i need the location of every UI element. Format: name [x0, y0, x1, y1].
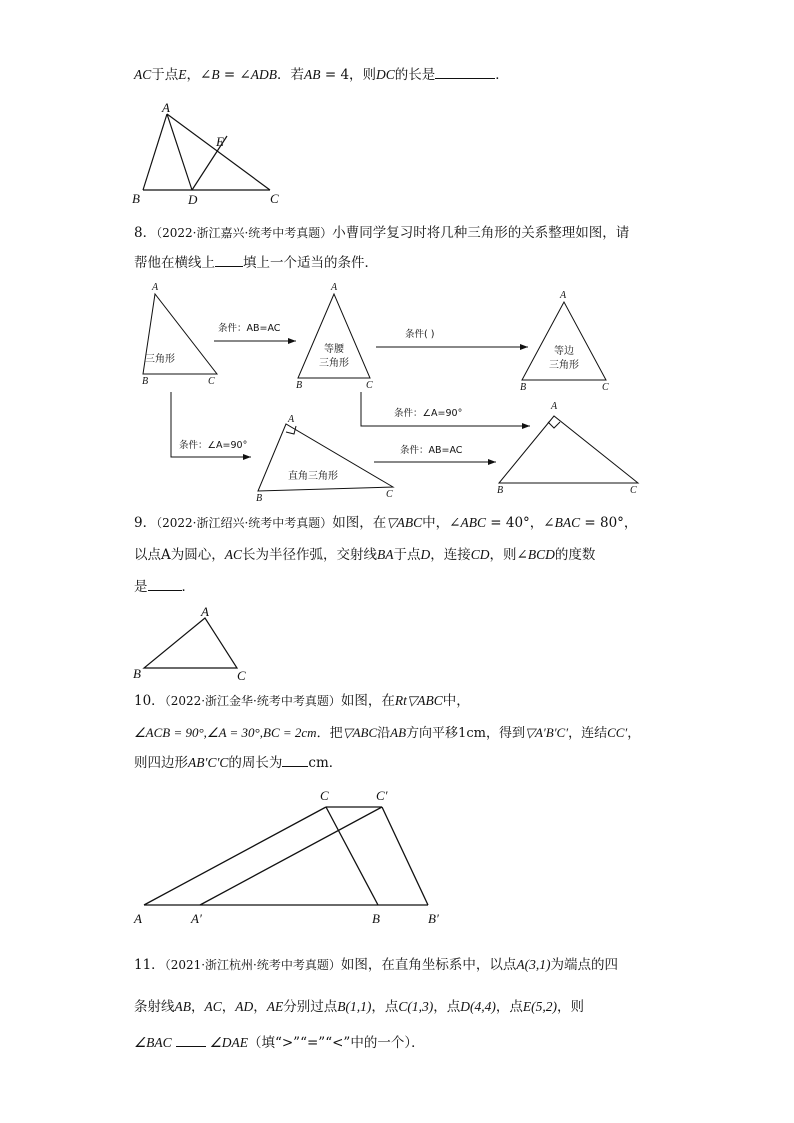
question-text: ，则	[557, 999, 585, 1015]
question-text: 则四边形	[134, 755, 188, 771]
q7-segment-ac	[167, 114, 270, 190]
q10-segment-ac	[144, 807, 326, 905]
math-triangle: ▽A′B′C′	[524, 725, 569, 740]
q8-label-c: C	[366, 380, 373, 391]
q8-label-c: C	[630, 485, 637, 496]
question-text: 方向平移	[406, 726, 459, 741]
math-point: D(4,4)	[460, 999, 496, 1014]
q10-segment-a-prime-c-prime	[200, 807, 382, 905]
answer-blank[interactable]	[282, 754, 308, 767]
math-ray: BA	[377, 547, 394, 562]
q8-label-c: C	[602, 382, 609, 393]
answer-blank[interactable]	[435, 66, 495, 79]
question-text: cm．	[308, 755, 343, 771]
question-text: ，点	[433, 999, 461, 1015]
q7-text: 于点	[151, 67, 179, 83]
q8-label-b: B	[497, 485, 504, 496]
question-text: ．	[181, 579, 195, 595]
question-text: 中，	[442, 693, 470, 709]
arrow-head-icon	[243, 454, 251, 460]
math-angle: BCD	[527, 547, 555, 562]
question-text: 如图，在	[332, 515, 387, 531]
q9-line-2	[134, 546, 595, 564]
question-source: （2022·浙江嘉兴·统考中考真题）	[156, 226, 333, 240]
q7-label-e: E	[216, 134, 224, 149]
answer-blank[interactable]	[148, 578, 182, 591]
question-text: ，则∠	[489, 547, 528, 563]
question-text: ，连结	[568, 726, 608, 741]
math-distance: 1cm	[458, 726, 486, 741]
q7-text: ．	[495, 67, 509, 83]
q7-dc: DC	[376, 67, 395, 82]
q7-figure	[130, 100, 290, 210]
q8-label-a: A	[288, 414, 295, 425]
q10-label-b-prime: B′	[428, 911, 439, 926]
q8-label-c: C	[386, 489, 393, 500]
question-number: 9．	[134, 515, 157, 531]
question-text: 分别过点	[283, 999, 338, 1015]
question-text: = 40°，∠	[485, 515, 555, 531]
q8-isosceles-label-2: 三角形	[319, 358, 349, 369]
math-point: C(1,3)	[398, 999, 434, 1014]
math-point: E(5,2)	[522, 999, 558, 1014]
q8-equilateral-label-1: 等边	[554, 346, 574, 357]
math-triangle: ▽ABC	[386, 515, 423, 530]
q8-condition-blank[interactable]: 条件( )	[405, 329, 435, 340]
math-triangle: Rt▽ABC	[394, 693, 443, 708]
q8-label-a: A	[551, 401, 558, 412]
q9-label-b: B	[133, 666, 141, 681]
question-text: 帮他在横线上	[134, 255, 215, 271]
q9-line-3	[134, 578, 195, 596]
question-source: （2022·浙江金华·统考中考真题）	[164, 694, 341, 708]
question-text: ．把	[316, 726, 343, 741]
question-number: 8．	[134, 225, 157, 241]
question-text: 长为半径作弧，交射线	[242, 547, 378, 563]
question-text: 以点A为圆心，	[134, 547, 225, 563]
math-ray: AB	[174, 999, 191, 1014]
q11-line-3	[134, 1034, 425, 1052]
q8-right-angle-mark	[548, 422, 560, 428]
question-text: 中，∠	[422, 515, 461, 531]
math-segment: AB	[390, 725, 407, 740]
question-text: ，	[191, 999, 205, 1015]
arrow-head-icon	[522, 423, 530, 429]
q9-figure	[130, 600, 260, 685]
question-text: 沿	[377, 726, 391, 741]
q7-label-a: A	[162, 100, 170, 115]
math-segment: CC′	[607, 725, 628, 740]
q7-e: E	[178, 67, 187, 82]
question-number: 10．	[134, 693, 165, 709]
q7-label-c: C	[270, 191, 279, 206]
q7-b: B	[211, 67, 220, 82]
answer-blank[interactable]	[176, 1034, 206, 1047]
q7-text: = 4，则	[320, 67, 377, 83]
q10-label-c: C	[320, 788, 329, 803]
q7-segment-ab	[143, 114, 167, 190]
math-ray: AE	[266, 999, 284, 1014]
q8-line-1	[134, 224, 629, 242]
q10-label-a: A	[134, 911, 142, 926]
math-expression: ∠ACB = 90°,∠A = 30°,BC = 2cm	[134, 725, 317, 740]
q7-ab: AB	[304, 67, 321, 82]
question-text: ，点	[371, 999, 399, 1015]
q8-condition-ab-ac: 条件：AB=AC	[218, 323, 281, 334]
arrow-head-icon	[488, 459, 496, 465]
question-text: ，	[253, 999, 267, 1015]
arrow-head-icon	[520, 344, 528, 350]
question-source: （2021·浙江杭州·统考中考真题）	[164, 958, 341, 972]
question-text: 于点	[393, 547, 421, 563]
question-text: 条射线	[134, 999, 175, 1015]
q7-ac: AC	[134, 67, 152, 82]
math-segment: AC	[224, 547, 243, 562]
math-angle: ABC	[460, 515, 486, 530]
question-text: ，	[221, 999, 236, 1015]
question-text: ，点	[495, 999, 523, 1015]
q7-text: ，∠	[186, 67, 212, 83]
q7-label-b: B	[132, 191, 140, 206]
math-ray: AD	[235, 999, 254, 1014]
math-point: B(1,1)	[337, 999, 372, 1014]
question-text: 小曹同学复习时将几种三角形的关系整理如图，请	[332, 225, 630, 241]
q7-text: ．若	[277, 67, 305, 83]
q8-right-label: 直角三角形	[288, 471, 338, 482]
q8-label-c: C	[208, 376, 215, 387]
q9-triangle	[144, 618, 237, 668]
q8-line-2	[134, 254, 378, 272]
question-source: （2022·浙江绍兴·统考中考真题）	[156, 516, 333, 530]
q10-line-1	[134, 692, 470, 710]
q8-label-a: A	[560, 290, 567, 301]
q7-adb: ADB	[250, 67, 278, 82]
question-text: 如图，在	[340, 693, 395, 709]
math-ray: AC	[204, 999, 222, 1014]
question-text: = 80°，	[580, 515, 638, 531]
q10-segment-c-prime-b-prime	[382, 807, 428, 905]
q8-label-b: B	[296, 380, 303, 391]
math-triangle: ▽ABC	[342, 725, 378, 740]
q11-line-2	[134, 998, 584, 1016]
q8-label-b: B	[256, 493, 263, 504]
math-quadrilateral: AB′C′C	[188, 755, 229, 770]
q10-segment-cb	[326, 807, 378, 905]
q10-figure	[128, 780, 468, 930]
q10-line-3	[134, 754, 342, 772]
question-text: （填“>”“=”“<”中的一个）．	[247, 1035, 425, 1051]
arrow-head-icon	[288, 338, 296, 344]
question-text: 是	[134, 579, 148, 595]
q8-diagram	[0, 278, 794, 508]
q10-label-c-prime: C′	[376, 788, 388, 803]
math-point: D	[420, 547, 431, 562]
question-text: ，	[627, 726, 641, 741]
math-angle: ∠DAE	[209, 1035, 248, 1050]
q8-label-b: B	[142, 376, 149, 387]
answer-blank[interactable]	[215, 254, 243, 267]
question-text: 如图，在直角坐标系中，以点	[340, 957, 517, 973]
q8-label-a: A	[331, 282, 338, 293]
question-text: ，得到	[485, 726, 525, 741]
q10-line-2	[134, 724, 640, 743]
q7-label-d: D	[188, 192, 198, 207]
q8-label-b: B	[520, 382, 527, 393]
q7-tail-line	[134, 66, 509, 84]
question-text: 的度数	[554, 547, 596, 563]
q9-line-1	[134, 514, 637, 532]
question-text: ，连接	[430, 547, 471, 563]
math-point: A(3,1)	[516, 957, 551, 972]
question-text: 的周长为	[228, 755, 283, 771]
math-angle: BAC	[554, 515, 581, 530]
q8-condition-ab-ac: 条件：AB=AC	[400, 445, 463, 456]
q9-label-c: C	[237, 668, 246, 683]
q8-condition-a90: 条件：∠A=90°	[394, 408, 463, 419]
question-text: 填上一个适当的条件．	[243, 255, 378, 271]
q7-text: = ∠	[219, 67, 251, 83]
q7-text: 的长是	[394, 67, 436, 83]
q8-triangle-label: 三角形	[145, 354, 175, 365]
q8-equilateral-label-2: 三角形	[549, 360, 579, 371]
q10-label-a-prime: A′	[191, 911, 202, 926]
q9-label-a: A	[201, 604, 209, 619]
q8-isosceles-label-1: 等腰	[324, 344, 344, 355]
question-number: 11．	[134, 957, 165, 973]
q8-condition-a90: 条件：∠A=90°	[179, 440, 248, 451]
q11-line-1	[134, 956, 618, 974]
math-segment: CD	[470, 547, 490, 562]
q7-segment-ad	[167, 114, 192, 190]
q8-label-a: A	[152, 282, 159, 293]
math-angle: ∠BAC	[134, 1035, 172, 1050]
q10-label-b: B	[372, 911, 380, 926]
question-text: 为端点的四	[550, 957, 618, 973]
